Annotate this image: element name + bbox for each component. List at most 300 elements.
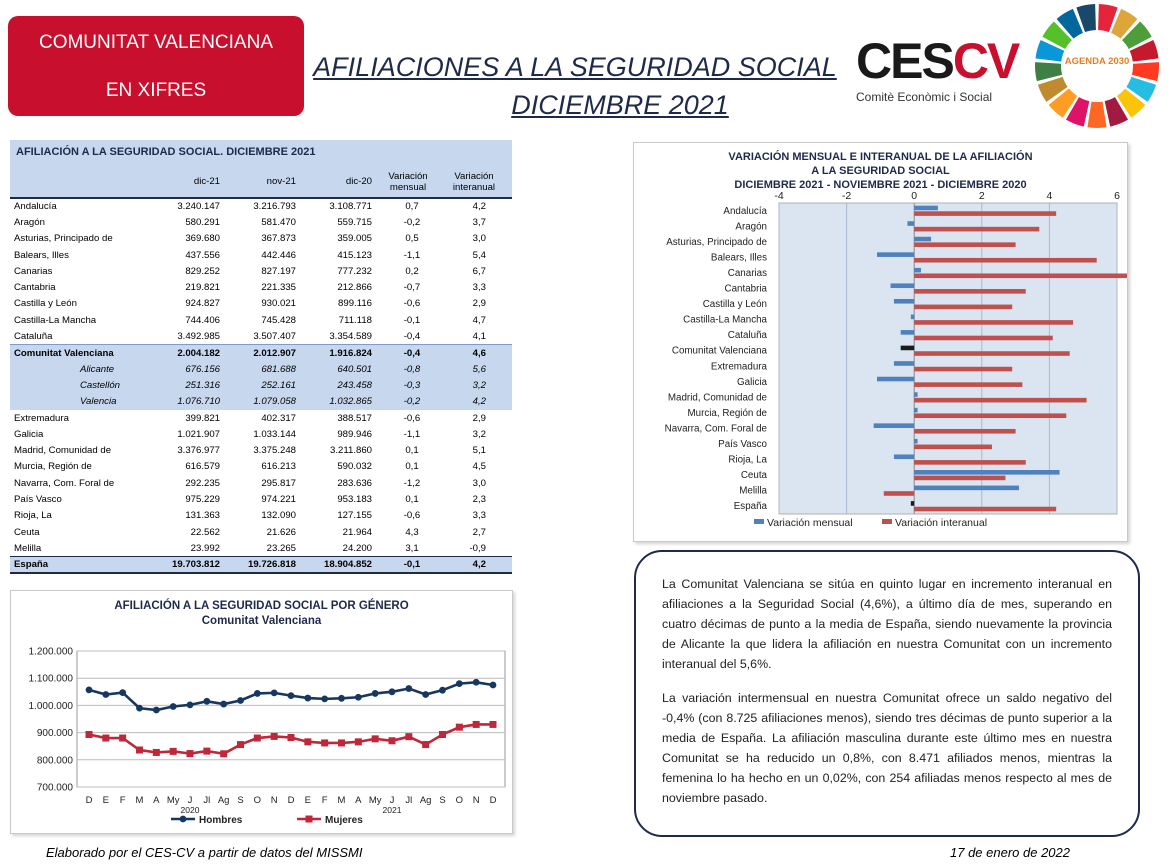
x-tick-label: D [85, 795, 93, 806]
badge-line1: COMUNITAT VALENCIANA [38, 32, 273, 53]
table-cell-value: 131.363 [185, 510, 220, 522]
table-cell-value: 0,2 [405, 265, 419, 277]
bar-interanual [914, 258, 1097, 263]
page-title [310, 48, 840, 124]
table-cell-region: Balears, Illes [14, 249, 69, 261]
table-row [10, 312, 512, 328]
table-row [10, 394, 512, 410]
bar-mensual [877, 377, 914, 382]
table-cell-value: 437.556 [185, 249, 220, 261]
bar-mensual [874, 423, 915, 428]
y-tick-label: 1.200.000 [28, 646, 73, 658]
table-cell-value: 18.904.852 [304, 557, 380, 573]
table-cell-value: -0,1 [403, 314, 421, 326]
table-cell-value: 4,6 [444, 345, 512, 361]
badge-line2: EN XIFRES [105, 80, 207, 101]
table-cell-value: 5,1 [472, 445, 486, 457]
gender-title-line1: AFILIACIÓN A LA SEGURIDAD SOCIAL POR GÉNERO [114, 600, 409, 612]
x-tick-label: M [135, 795, 144, 806]
table-cell-value: -0,3 [380, 377, 444, 393]
point-mujeres [338, 739, 345, 746]
point-mujeres [473, 721, 480, 728]
bar-mensual [914, 486, 1019, 491]
bar-mensual [914, 392, 917, 397]
x-tick-label: A [355, 795, 362, 806]
bar-interanual [914, 507, 1056, 512]
point-mujeres [119, 735, 126, 742]
table-cell-value: 3.216.793 [253, 201, 296, 213]
x-tick-label: Jl [203, 795, 211, 806]
point-hombres [304, 695, 311, 702]
x-tick-label: S [237, 795, 244, 806]
table-cell-region: Ceuta [14, 526, 40, 538]
point-mujeres [237, 741, 244, 748]
point-hombres [254, 690, 261, 697]
bar-mensual [877, 252, 914, 257]
point-mujeres [86, 731, 93, 738]
table-cell-value: 3.240.147 [177, 201, 220, 213]
table-cell-value: 5,6 [444, 361, 512, 377]
table-cell-value: 975.229 [185, 493, 220, 505]
table-cell-region: Castilla y León [14, 298, 77, 310]
bar-interanual [914, 227, 1039, 232]
table-cell-value: 21.964 [342, 526, 372, 538]
table-cell-value: 132.090 [261, 510, 296, 522]
category-label: Aragón [735, 221, 767, 233]
gender-title-line2: Comunitat Valenciana [201, 615, 322, 627]
gender-chart-svg [11, 591, 512, 833]
x-tick-label: F [321, 795, 328, 806]
x-tick-label: E [102, 795, 110, 806]
point-hombres [170, 703, 177, 710]
category-label: Cantabria [724, 283, 767, 295]
gender-chart [10, 590, 513, 834]
category-label: Madrid, Comunidad de [667, 392, 767, 404]
col-header-dic20: dic-20 [304, 166, 380, 198]
table-cell-value: 2.012.907 [228, 345, 304, 361]
table-cell-value: 1.033.144 [253, 428, 296, 440]
table-cell-value: 581.470 [261, 216, 296, 228]
table-cell-region: Cataluña [14, 330, 53, 342]
point-mujeres [203, 748, 210, 755]
bar-interanual [914, 445, 992, 450]
x-tick-label: -4 [774, 190, 784, 202]
footer-source: Elaborado por el CES-CV a partir de datos del MISSMI [46, 845, 363, 860]
table-cell-value: -0,8 [380, 361, 444, 377]
y-tick-label: 1.100.000 [28, 673, 73, 685]
variation-chart [633, 142, 1128, 542]
table-cell-value: 415.123 [337, 249, 372, 261]
table-cell-value: -0,7 [403, 282, 421, 294]
point-hombres [338, 695, 345, 702]
y-tick-label: 1.000.000 [28, 700, 73, 712]
col-header-nov21: nov-21 [228, 166, 304, 198]
summary-paragraph-2: La variación intermensual en nuestra Comunitat ofrece un saldo negativo del -0,4% (con 8.725 afiliaciones menos), siendo tres décimas de punto superior a la media de España. La afiliación masculina durante este último mes en nuestra Comunitat se ha reducido un 0,8%, con 8.471 afiliados menos, mientras la femenina lo ha hecho en un 0,02%, con 254 afiliadas menos respecto al mes de noviembre pasado. [662, 691, 1112, 805]
table-row [10, 540, 512, 556]
x-tick-label: My [368, 795, 382, 806]
category-label: Balears, Illes [710, 252, 767, 264]
table-cell-value: 924.827 [185, 298, 220, 310]
table-row [10, 508, 512, 524]
table-cell-value: 402.317 [261, 412, 296, 424]
table-cell-value: 745.428 [261, 314, 296, 326]
table-row [10, 328, 512, 344]
table-cell-value: 4,3 [405, 526, 419, 538]
point-mujeres [220, 750, 227, 757]
point-hombres [473, 679, 480, 686]
bar-interanual [914, 476, 1005, 481]
table-row [10, 247, 512, 263]
table-cell-value: 3,7 [472, 216, 486, 228]
table-cell-value: 4,1 [472, 330, 486, 342]
legend-label: Mujeres [325, 815, 363, 826]
x-tick-label: D [489, 795, 497, 806]
point-hombres [405, 685, 412, 692]
table-cell-region: Melilla [14, 542, 42, 554]
table-cell-value: 2,9 [472, 298, 486, 310]
table-cell-value: 616.579 [185, 461, 220, 473]
table-row [10, 231, 512, 247]
bar-mensual [914, 408, 917, 413]
table-cell-value: 23.992 [190, 542, 220, 554]
agenda-2030-logo [1030, 2, 1164, 130]
table-cell-value: 711.118 [338, 314, 372, 326]
variation-chart-svg [634, 143, 1127, 541]
x-tick-label: 0 [911, 190, 918, 202]
table-cell-value: 1.079.058 [228, 394, 304, 410]
category-label: Castilla-La Mancha [683, 314, 767, 326]
table-cell-value: 3.492.985 [177, 330, 220, 342]
category-label: Asturias, Principado de [666, 236, 767, 248]
point-hombres [288, 692, 295, 699]
y-tick-label: 900.000 [36, 728, 73, 740]
table-cell-region: Canarias [14, 265, 53, 277]
table-cell-value: -0,9 [469, 542, 486, 554]
point-mujeres [288, 734, 295, 741]
bar-mensual [911, 501, 914, 506]
bar-interanual [914, 413, 1066, 418]
point-hombres [153, 707, 160, 714]
table-cell-value: -1,1 [403, 428, 421, 440]
table-cell-value: 4,2 [444, 557, 512, 573]
point-hombres [389, 688, 396, 695]
summary-paragraph-1: La Comunitat Valenciana se sitúa en quinto lugar en incremento interanual en afiliaciones a la Seguridad Social (4,6%), a último día de mes, superando en cuatro décimas de punto a la media de España, siendo nuevamente la provincia de Alicante la que lidera la afiliación en nuestra Comunitat con un incremento interanual del 5,6%. [662, 577, 1112, 671]
table-row [10, 345, 512, 361]
table-cell-value: 3.507.407 [253, 330, 296, 342]
point-mujeres [372, 735, 379, 742]
table-cell-value: 681.688 [228, 361, 304, 377]
table-cell-value: 829.252 [185, 265, 220, 277]
table-cell-value: 252.161 [228, 377, 304, 393]
table-cell-value: 1.032.865 [304, 394, 380, 410]
bar-interanual [914, 289, 1026, 294]
point-mujeres [355, 738, 362, 745]
point-mujeres [102, 735, 109, 742]
table-cell-value: 3.108.771 [329, 201, 372, 213]
table-cell-region: Extremadura [14, 412, 69, 424]
bar-interanual [914, 429, 1015, 434]
legend-swatch [882, 519, 892, 524]
point-hombres [237, 697, 244, 704]
table-row [10, 377, 512, 393]
category-label: Andalucía [723, 205, 767, 217]
table-cell-region: Aragón [14, 216, 45, 228]
point-hombres [203, 698, 210, 705]
bar-mensual [914, 470, 1059, 475]
legend-swatch [754, 519, 764, 524]
table-cell-value: 777.232 [337, 265, 372, 277]
bar-interanual [914, 351, 1069, 356]
x-tick-label: M [337, 795, 346, 806]
category-label: Ceuta [740, 470, 767, 482]
x-tick-label: A [153, 795, 160, 806]
table-cell-region: Madrid, Comunidad de [14, 445, 112, 457]
point-mujeres [153, 749, 160, 756]
col-header-dic21: dic-21 [152, 166, 228, 198]
chart-title-line1: VARIACIÓN MENSUAL E INTERANUAL DE LA AFILIACIÓN [728, 151, 1033, 163]
point-mujeres [490, 721, 497, 728]
table-cell-region: Cantabria [14, 282, 56, 294]
point-hombres [422, 691, 429, 698]
table-cell-value: 616.213 [261, 461, 296, 473]
table-cell-value: 640.501 [304, 361, 380, 377]
table-cell-value: -0,4 [403, 330, 421, 342]
point-hombres [136, 705, 143, 712]
table-cell-value: 19.703.812 [152, 557, 228, 573]
point-hombres [119, 689, 126, 696]
x-tick-label: 4 [1046, 190, 1053, 202]
table-cell-region: Navarra, Com. Foral de [14, 477, 115, 489]
logo-accent: CV [952, 33, 1019, 89]
table-row [10, 475, 512, 491]
col-header-region [10, 166, 152, 198]
table-cell-value: 3.376.977 [177, 445, 220, 457]
bar-interanual [914, 211, 1056, 216]
x-tick-label: 2 [978, 190, 985, 202]
bar-interanual [884, 491, 914, 496]
table-cell-value: 0,7 [405, 201, 419, 213]
category-label: Extremadura [710, 361, 767, 373]
table-row [10, 263, 512, 279]
table-cell-value: 3,2 [472, 428, 486, 440]
chart-title-line2: A LA SEGURIDAD SOCIAL [811, 165, 950, 177]
summary-textbox [634, 550, 1140, 837]
table-cell-value: 4,2 [444, 394, 512, 410]
table-cell-value: -1,1 [403, 249, 421, 261]
table-cell-region: Comunitat Valenciana [10, 345, 152, 361]
table-cell-value: 212.866 [337, 282, 372, 294]
table-cell-value: -1,2 [403, 477, 421, 489]
table-row [10, 557, 512, 573]
table-cell-value: -0,2 [380, 394, 444, 410]
category-label: Castilla y León [702, 299, 767, 311]
table-cell-value: 590.032 [337, 461, 372, 473]
table-cell-value: 369.680 [185, 233, 220, 245]
table-cell-value: 0,1 [405, 461, 419, 473]
table-cell-value: 4,7 [472, 314, 486, 326]
table-row [10, 459, 512, 475]
table-cell-value: 243.458 [304, 377, 380, 393]
table-cell-value: 3,2 [444, 377, 512, 393]
table-row [10, 279, 512, 295]
x-tick-label: S [439, 795, 446, 806]
point-hombres [372, 690, 379, 697]
bar-interanual [914, 382, 1022, 387]
table-cell-value: 442.446 [261, 249, 296, 261]
x-tick-label: Ag [419, 795, 432, 806]
category-label: Cataluña [727, 330, 767, 342]
bar-mensual [914, 237, 931, 242]
table-cell-value: 953.183 [337, 493, 372, 505]
table-cell-region: España [10, 557, 152, 573]
table-cell-value: 5,4 [472, 249, 486, 261]
point-mujeres [254, 735, 261, 742]
table-cell-value: 0,1 [405, 445, 419, 457]
x-tick-label: F [119, 795, 126, 806]
table-cell-value: 3,3 [472, 510, 486, 522]
bar-interanual [914, 242, 1015, 247]
point-mujeres [439, 731, 446, 738]
table-cell-region: Rioja, La [14, 510, 52, 522]
table-cell-value: 283.636 [337, 477, 372, 489]
col-header-var-interanual: Variación interanual [444, 166, 512, 198]
agenda-label: AGENDA 2030 [1064, 56, 1130, 67]
table-cell-value: 559.715 [337, 216, 372, 228]
category-label: España [733, 501, 767, 513]
x-tick-label: N [472, 795, 480, 806]
table-cell-value: 744.406 [185, 314, 220, 326]
table-cell-value: -0,6 [403, 298, 421, 310]
point-hombres [86, 686, 93, 693]
bar-mensual [901, 330, 915, 335]
logo-main: CES [856, 33, 953, 89]
table-cell-value: 292.235 [185, 477, 220, 489]
legend-marker [306, 816, 313, 823]
table-cell-value: 3,0 [472, 233, 486, 245]
point-mujeres [389, 737, 396, 744]
table-row [10, 491, 512, 507]
table-cell-value: 3.354.589 [329, 330, 372, 342]
table-cell-value: 3.211.860 [330, 445, 372, 457]
table-cell-region: Asturias, Principado de [14, 233, 113, 245]
table-cell-region: Galicia [14, 428, 44, 440]
table-cell-value: 23.265 [266, 542, 296, 554]
category-label: Navarra, Com. Foral de [664, 423, 767, 435]
x-tick-label: -2 [841, 190, 852, 202]
title-line1: AFILIACIONES A LA SEGURIDAD SOCIAL [313, 52, 837, 82]
table-cell-region: Alicante [10, 361, 152, 377]
bar-interanual [914, 367, 1012, 372]
table-cell-value: -0,4 [380, 345, 444, 361]
table-cell-value: 899.116 [338, 298, 372, 310]
y-tick-label: 800.000 [36, 755, 73, 767]
table-cell-value: 676.156 [152, 361, 228, 377]
table-cell-value: 4,5 [472, 461, 486, 473]
table-cell-value: 3,1 [405, 542, 419, 554]
x-tick-label: Ag [217, 795, 230, 806]
table-cell-value: 21.626 [266, 526, 296, 538]
x-tick-label: 6 [1114, 190, 1120, 202]
year-label: 2020 [180, 805, 200, 815]
legend-label: Variación mensual [767, 517, 853, 529]
bar-interanual [914, 460, 1026, 465]
table-cell-region: Castilla-La Mancha [14, 314, 97, 326]
table-cell-value: 1.021.907 [177, 428, 220, 440]
point-hombres [271, 689, 278, 696]
table-cell-value: 127.155 [337, 510, 372, 522]
table-cell-region: Murcia, Región de [14, 461, 92, 473]
category-label: Melilla [739, 485, 767, 497]
table-cell-region: Valencia [10, 394, 152, 410]
point-mujeres [456, 724, 463, 731]
bar-mensual [891, 283, 915, 288]
table-cell-value: 359.005 [337, 233, 372, 245]
bar-interanual [914, 336, 1053, 341]
bar-mensual [894, 299, 914, 304]
point-hombres [102, 691, 109, 698]
category-label: Rioja, La [728, 454, 767, 466]
table-cell-value: 3,3 [472, 282, 486, 294]
table-cell-value: 2,3 [472, 493, 486, 505]
table-cell-value: -0,6 [403, 412, 421, 424]
col-header-var-mensual: Variación mensual [380, 166, 444, 198]
bar-mensual [894, 454, 914, 459]
x-tick-label: O [455, 795, 464, 806]
header-badge [8, 16, 304, 116]
table-cell-value: 2,7 [472, 526, 486, 538]
category-label: País Vasco [718, 439, 767, 451]
table-row [10, 426, 512, 442]
x-tick-label: J [389, 795, 395, 806]
table-cell-value: 367.873 [261, 233, 296, 245]
x-tick-label: D [287, 795, 295, 806]
point-mujeres [422, 741, 429, 748]
bar-interanual [914, 398, 1086, 403]
table-cell-value: 251.316 [152, 377, 228, 393]
bar-mensual [901, 346, 915, 351]
table-cell-value: 3,0 [472, 477, 486, 489]
table-cell-value: 974.221 [261, 493, 296, 505]
point-hombres [490, 682, 497, 689]
plot-area [779, 203, 1117, 514]
cescv-logo [856, 33, 1019, 108]
x-tick-label: E [304, 795, 312, 806]
table-cell-value: 19.726.818 [228, 557, 304, 573]
bar-mensual [907, 221, 914, 226]
chart-title-line3: DICIEMBRE 2021 - NOVIEMBRE 2021 - DICIEMBRE 2020 [734, 179, 1027, 191]
footer-date: 17 de enero de 2022 [950, 845, 1070, 860]
x-tick-label: O [253, 795, 262, 806]
point-mujeres [136, 747, 143, 754]
point-mujeres [271, 733, 278, 740]
table-cell-value: 221.335 [261, 282, 296, 294]
x-tick-label: Jl [405, 795, 413, 806]
bar-mensual [914, 206, 938, 211]
table-row [10, 198, 512, 214]
table-cell-value: 2.004.182 [152, 345, 228, 361]
table-cell-value: 827.197 [261, 265, 296, 277]
table-cell-value: 930.021 [261, 298, 296, 310]
table-cell-value: 24.200 [342, 542, 372, 554]
table-cell-value: 3.375.248 [253, 445, 296, 457]
table-title: AFILIACIÓN A LA SEGURIDAD SOCIAL. DICIEMBRE 2021 [10, 140, 512, 166]
x-tick-label: My [166, 795, 180, 806]
table-cell-value: 388.517 [337, 412, 372, 424]
table-cell-value: 4,2 [472, 201, 486, 213]
table-cell-region: Castellón [10, 377, 152, 393]
point-hombres [220, 701, 227, 708]
bar-interanual [914, 305, 1012, 310]
